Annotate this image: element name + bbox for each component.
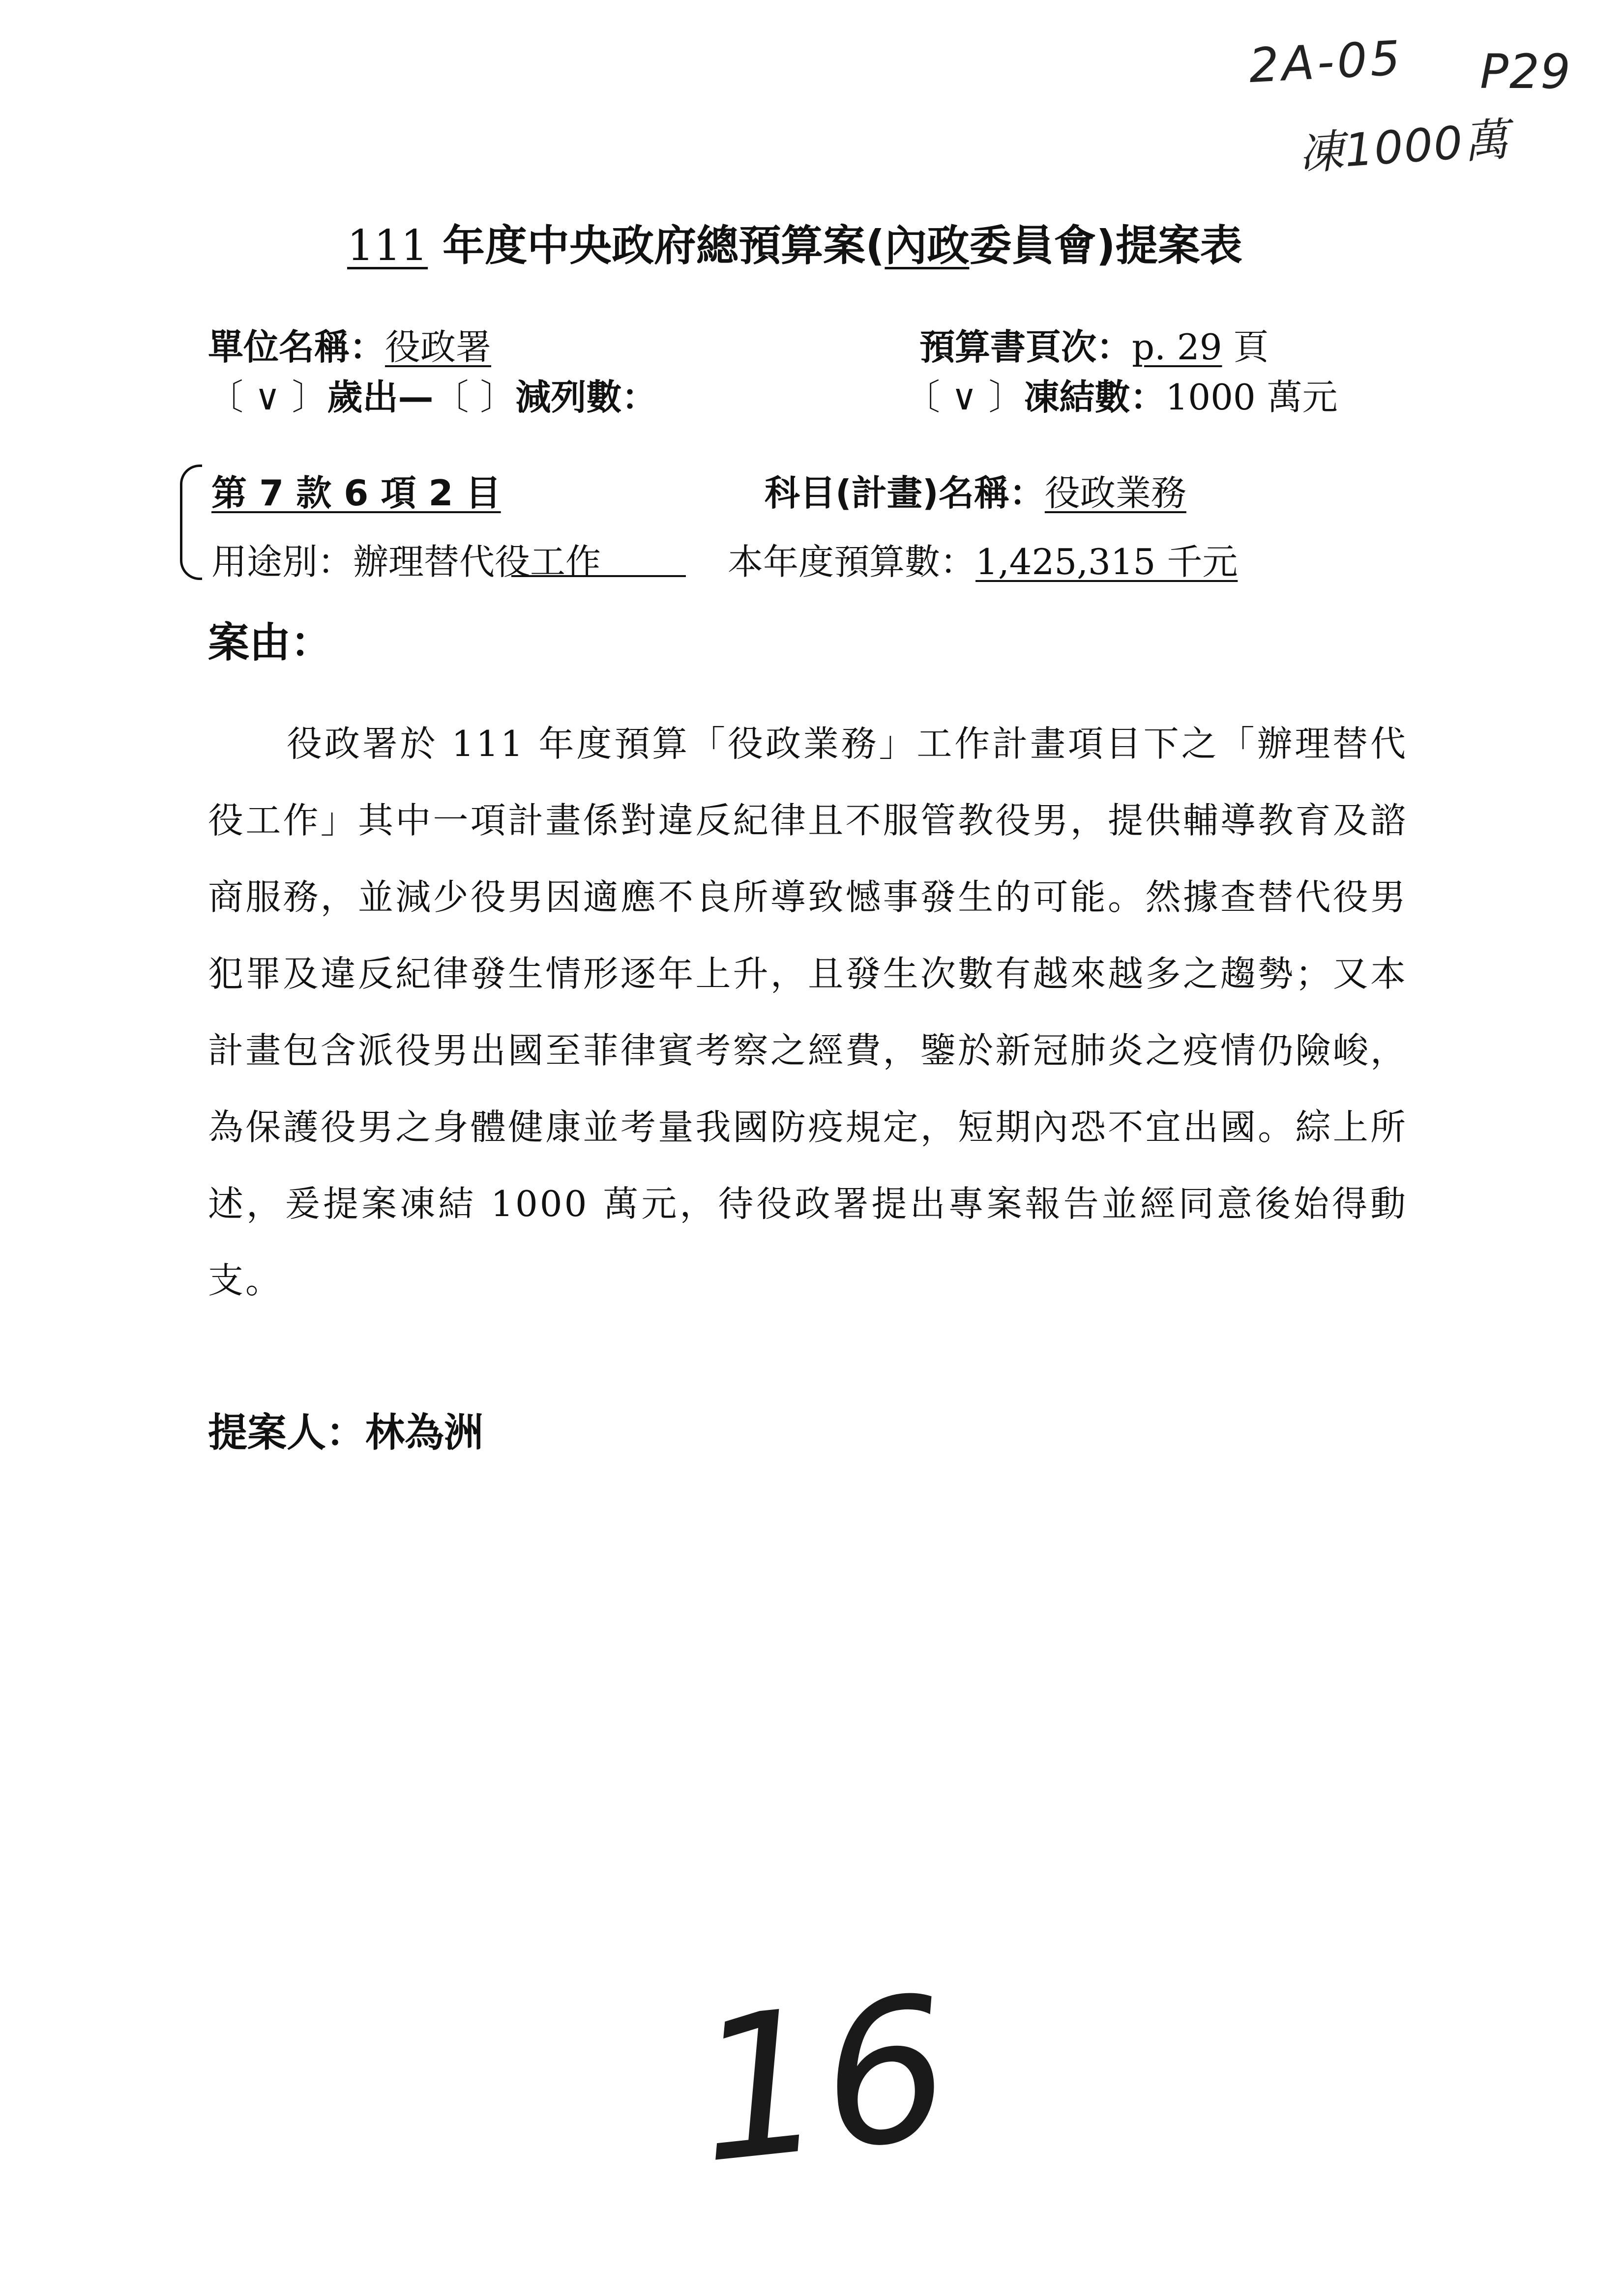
subject-row: [765, 465, 1186, 516]
handwritten-freeze-note: 凍1000萬: [1297, 113, 1511, 180]
budget-page-suffix: 頁: [1222, 326, 1269, 368]
freeze-row: [905, 369, 1338, 420]
unit-name-row: [208, 319, 491, 370]
title-committee: 內政: [885, 221, 970, 270]
title-part2: 委員會)提案表: [969, 221, 1242, 270]
purpose-label: 用途別：: [211, 541, 354, 582]
freeze-value: 1000 萬元: [1165, 377, 1338, 418]
purpose-underline: [511, 575, 686, 577]
reason-body: 役政署於 111 年度預算「役政業務」工作計畫項目下之「辦理替代役工作」其中一項計畫係對違反紀律且不服管教役男，提供輔導教育及諮商服務，並減少役男因適應不良所導致憾事發生的可能。然據查替代役男犯罪及違反紀律發生情形逐年上升，且發生次數有越來越多之趨勢；又本計畫包含派役男出國至菲律賓考察之經費，鑒於新冠肺炎之疫情仍險峻，為保護役男之身體健康並考量我國防疫規定，短期內恐不宜出國。綜上所述，爰提案凍結 1000 萬元，待役政署提出專案報告並經同意後始得動支。: [208, 723, 1408, 1301]
proposer-label: 提案人：: [208, 1410, 365, 1455]
subject-label: 科目(計畫)名稱：: [765, 472, 1045, 514]
budget-row: [728, 533, 1238, 584]
subject-value: 役政業務: [1044, 472, 1186, 514]
cut-checkbox: 〔 〕: [433, 377, 516, 418]
item-code-row: [211, 465, 501, 516]
handwritten-page-note: P29: [1480, 44, 1572, 99]
expense-checkbox: 〔 ∨ 〕: [208, 377, 327, 418]
expense-cut-row: [208, 369, 657, 420]
unit-name-label: 單位名稱：: [208, 326, 385, 368]
budget-label: 本年度預算數：: [728, 541, 976, 582]
item-code: 第 7 款 6 項 2 目: [211, 472, 501, 514]
page-title: [347, 211, 1242, 272]
item-brace: [180, 465, 202, 580]
budget-page-row: [919, 319, 1269, 370]
unit-name-value: 役政署: [385, 326, 492, 368]
cut-label: 減列數：: [515, 377, 657, 418]
proposer-name: 林為洲: [365, 1410, 483, 1455]
budget-page-value: p. 29: [1132, 326, 1222, 368]
freeze-checkbox: 〔 ∨ 〕: [905, 377, 1024, 418]
freeze-label: 凍結數：: [1024, 377, 1166, 418]
handwritten-code-note: 2A-05: [1247, 30, 1405, 94]
reason-heading: 案由：: [208, 618, 332, 667]
budget-value: 1,425,315 千元: [975, 541, 1238, 582]
budget-page-label: 預算書頁次：: [919, 326, 1132, 368]
title-part1: 年度中央政府總預算案(: [428, 221, 885, 270]
handwritten-page-number: 16: [687, 1953, 960, 2208]
purpose-value: 辦理替代役工作: [353, 541, 601, 582]
expense-label: 歲出—: [327, 377, 434, 418]
proposer-row: [208, 1401, 483, 1457]
title-year: 111: [347, 221, 428, 270]
